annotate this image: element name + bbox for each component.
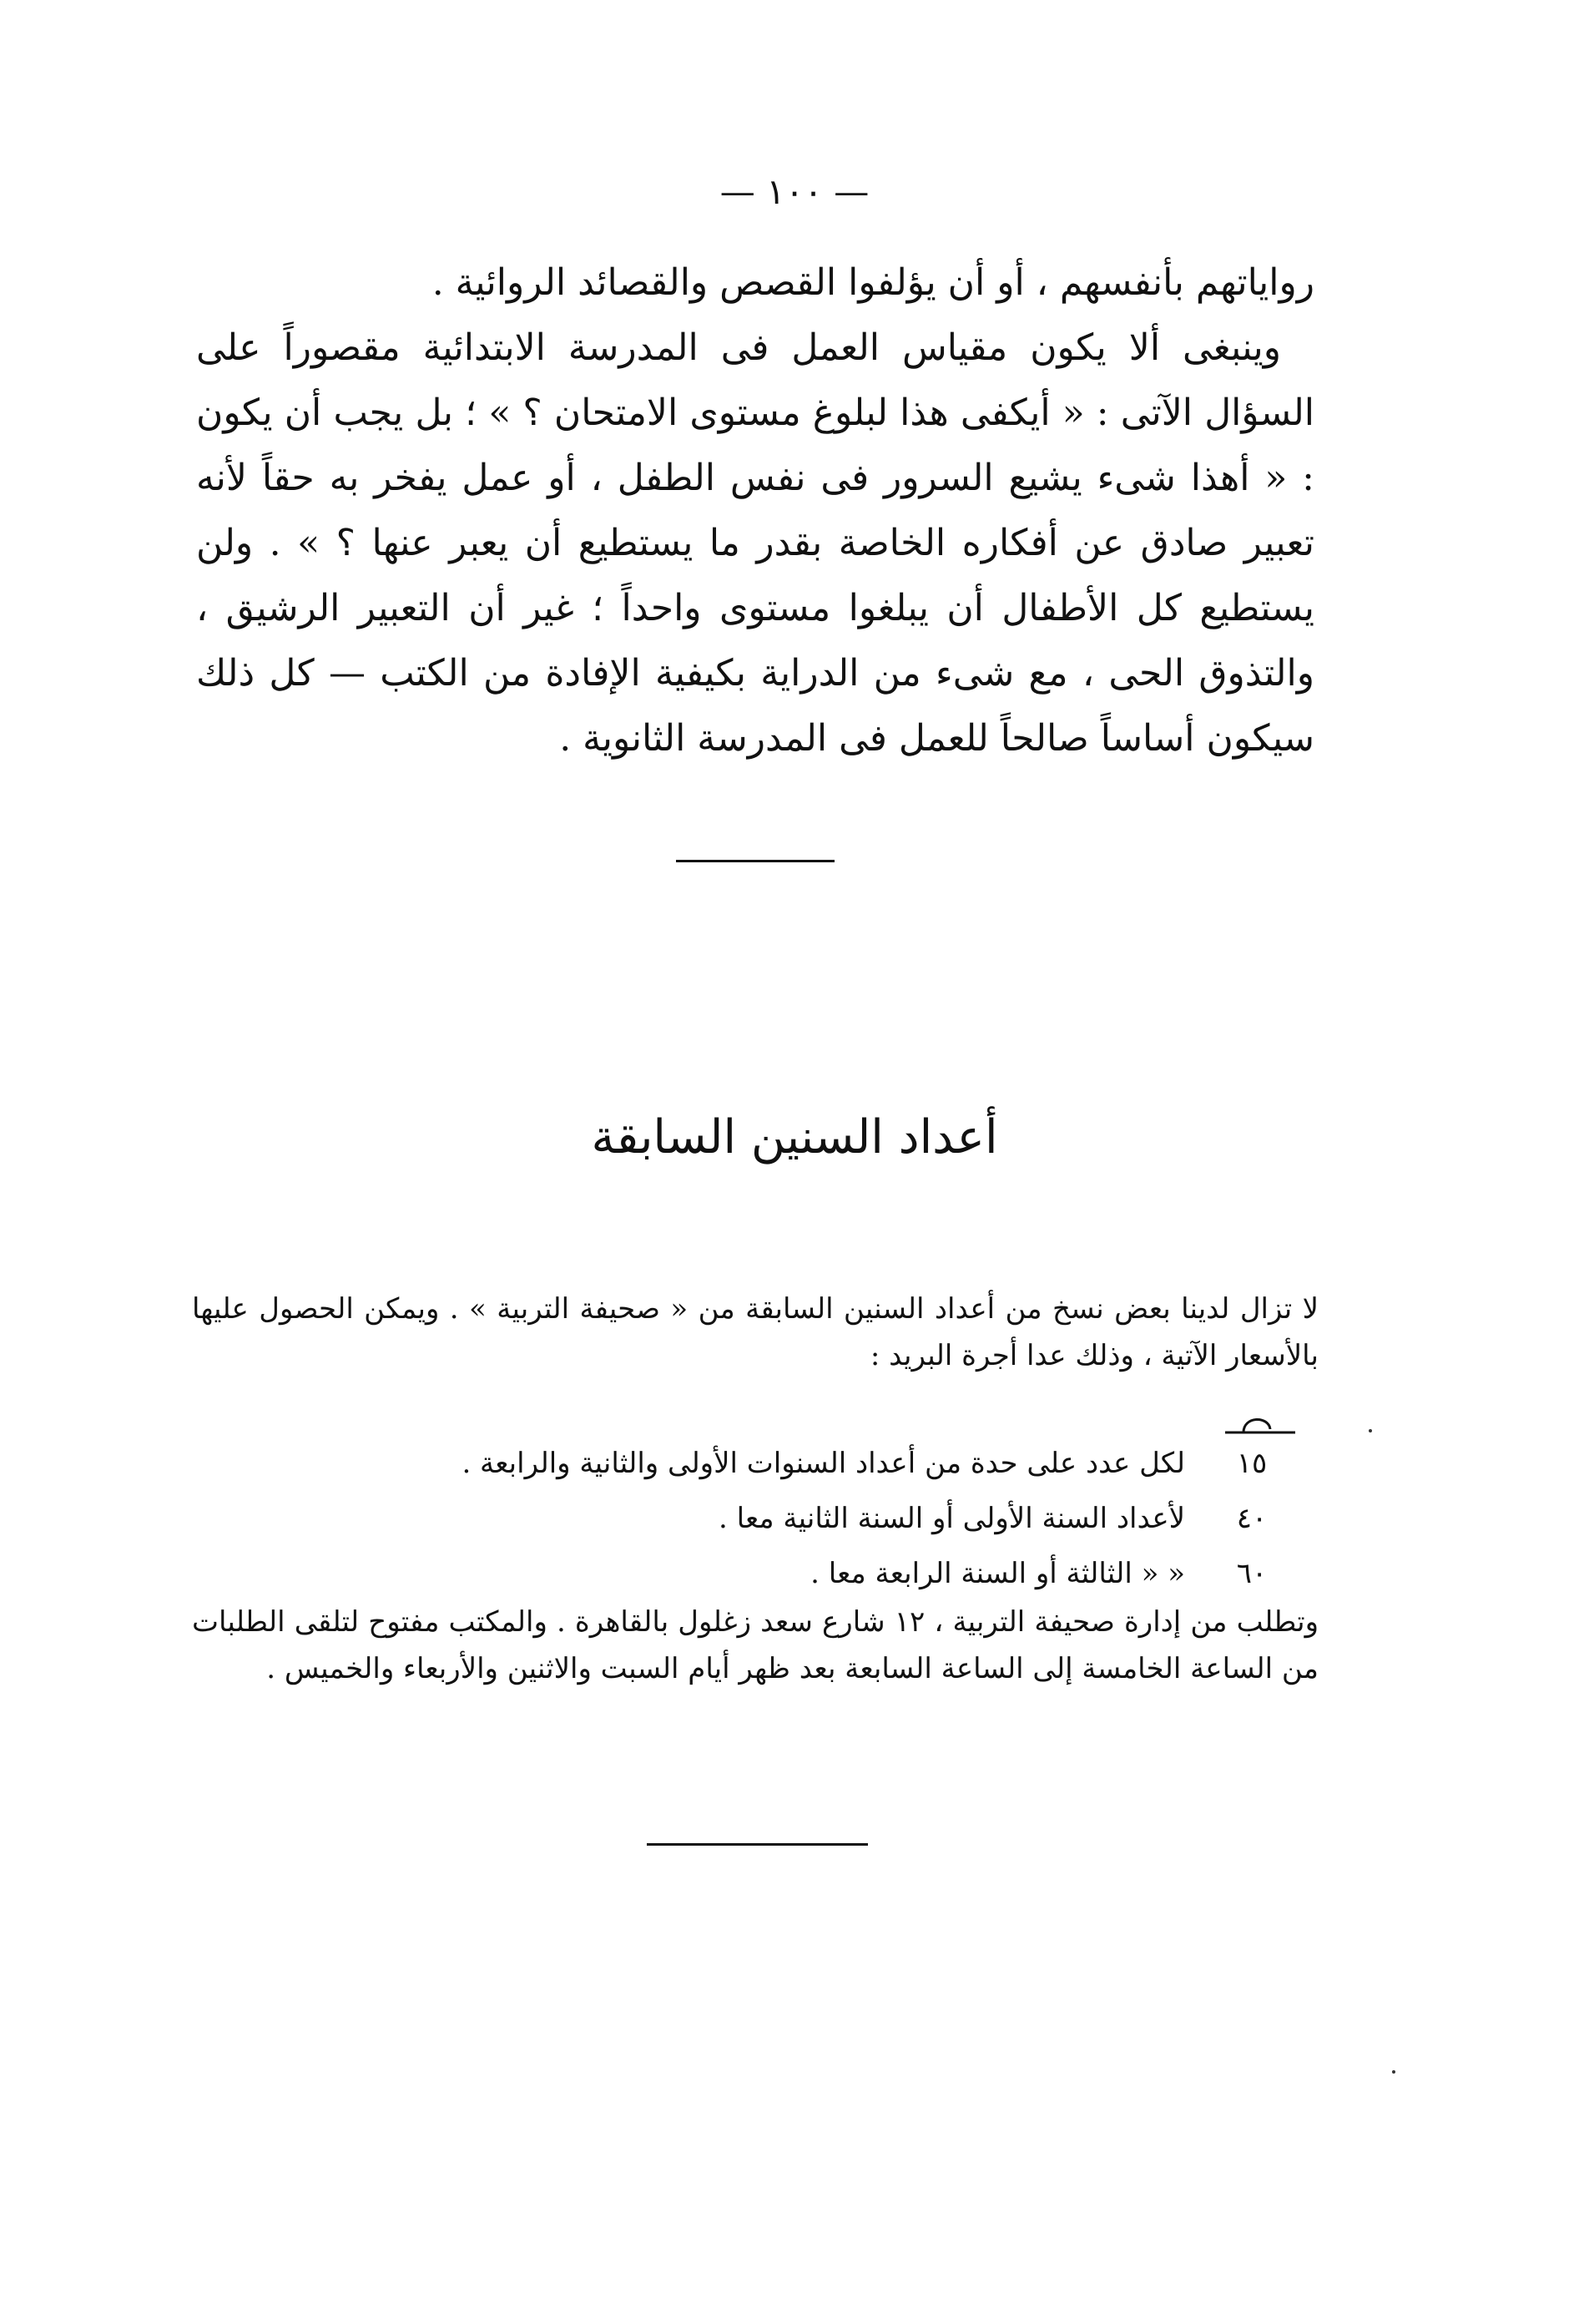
price-amount: ١٥ bbox=[1236, 1447, 1268, 1480]
body-paragraph: وينبغى ألا يكون مقياس العمل فى المدرسة الابتدائية مقصوراً على السؤال الآتى : « أيكفى هذا لبلوغ مستوى الامتحان ؟ » ؛ بل يجب أن يكون : « أهذا شىء يشيع السرور فى نفس الطفل ، أو عمل يفخر به حقاً لأنه تعبير صادق عن أفكاره الخاصة بقدر ما يستطيع أن يعبر عنها ؟ » . ولن يستطيع كل الأطفال أن يبلغوا مستوى واحداً ؛ غير أن التعبير الرشيق ، والتذوق الحى ، مع شىء من الدراية بكيفية الإفادة من الكتب — كل ذلك سيكون أساساً صالحاً للعمل فى المدرسة الثانوية . bbox=[196, 326, 1314, 760]
price-amount: ٤٠ bbox=[1236, 1502, 1268, 1535]
price-row bbox=[192, 1491, 1285, 1546]
page-number: — ١٠٠ — bbox=[719, 171, 870, 212]
price-list bbox=[192, 1436, 1285, 1601]
contact-paragraph: وتطلب من إدارة صحيفة التربية ، ١٢ شارع سعد زغلول بالقاهرة . والمكتب مفتوح لتلقى الطلبات من الساعة الخامسة إلى الساعة السابعة بعد ظهر أيام السبت والاثنين والأربعاء والخميس . bbox=[192, 1605, 1319, 1685]
price-amount: ٦٠ bbox=[1236, 1557, 1268, 1590]
section-heading: أعداد السنين السابقة bbox=[591, 1110, 998, 1165]
price-row bbox=[192, 1546, 1285, 1601]
body-text bbox=[196, 250, 1314, 771]
price-description: لأعداد السنة الأولى أو السنة الثانية معا . bbox=[719, 1502, 1185, 1535]
price-description: لكل عدد على حدة من أعداد السنوات الأولى والثانية والرابعة . bbox=[462, 1447, 1185, 1480]
price-description: « « الثالثة أو السنة الرابعة معا . bbox=[810, 1557, 1185, 1590]
body-paragraph-continuation: رواياتهم بأنفسهم ، أو أن يؤلفوا القصص والقصائد الروائية . bbox=[431, 261, 1314, 304]
price-row bbox=[192, 1436, 1285, 1491]
end-divider bbox=[647, 1843, 868, 1846]
section-divider bbox=[676, 860, 835, 862]
print-speck bbox=[1392, 2070, 1395, 2074]
print-speck bbox=[1369, 1429, 1372, 1432]
notice-text bbox=[192, 1286, 1319, 1379]
notice-paragraph: لا تزال لدينا بعض نسخ من أعداد السنين السابقة من « صحيفة التربية » . ويمكن الحصول عليها بالأسعار الآتية ، وذلك عدا أجرة البريد : bbox=[192, 1292, 1319, 1372]
contact-text bbox=[192, 1599, 1319, 1692]
